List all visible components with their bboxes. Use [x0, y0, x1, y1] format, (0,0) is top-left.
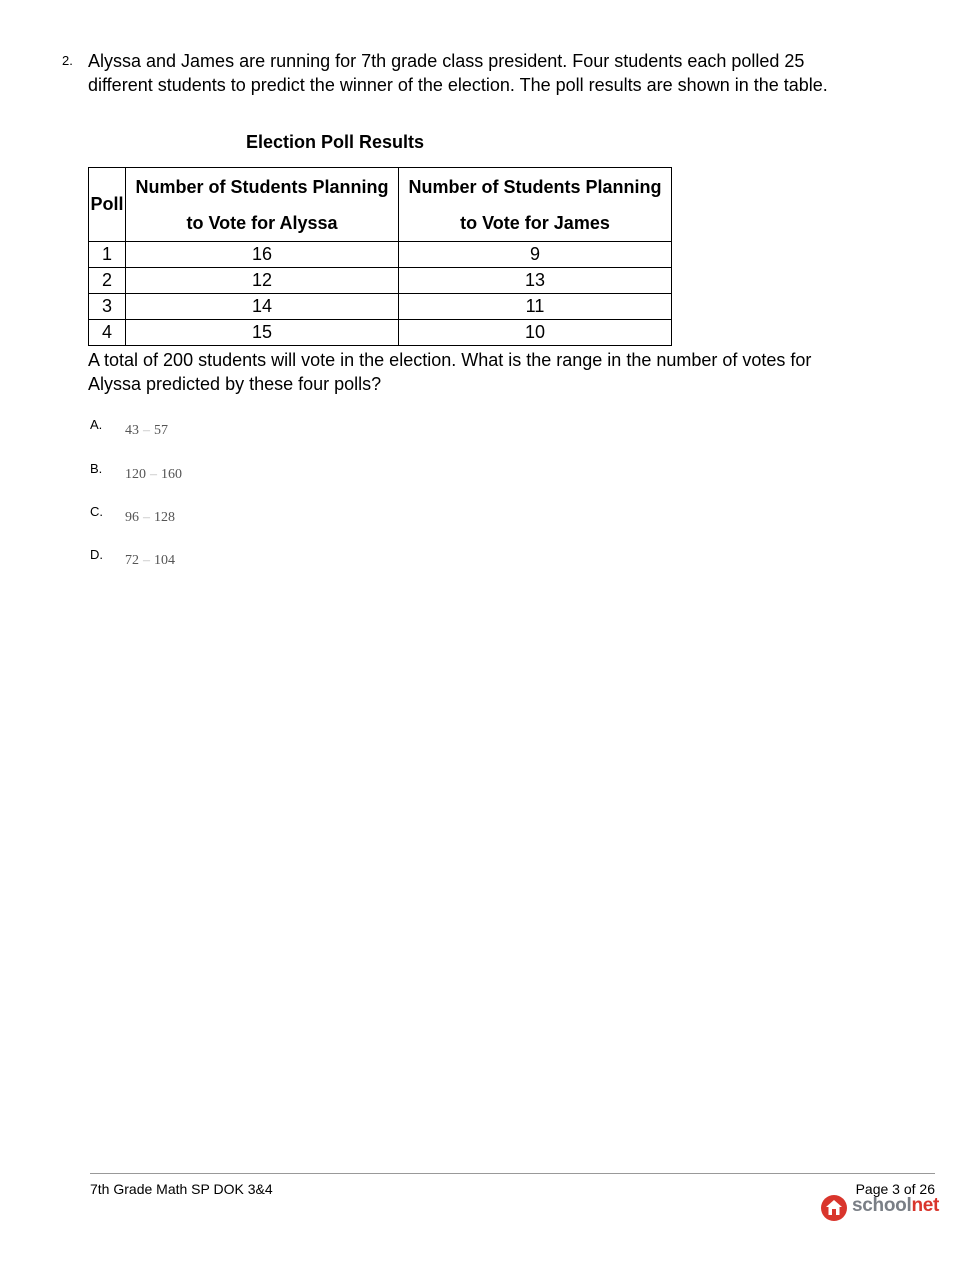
cell-james: 10 — [399, 320, 672, 346]
choice-answer — [125, 467, 182, 483]
answer-low: 72 — [125, 553, 139, 568]
choice-letter: B. — [90, 461, 103, 476]
header-james-line2: to Vote for James — [460, 212, 610, 233]
logo-word-net: net — [911, 1195, 940, 1216]
choice-letter: C. — [90, 504, 103, 519]
cell-james: 11 — [399, 294, 672, 320]
header-james-line1: Number of Students Planning — [408, 176, 662, 197]
answer-dash: – — [143, 423, 150, 438]
schoolnet-logo — [820, 1194, 940, 1224]
header-james — [399, 168, 672, 242]
answer-high: 104 — [154, 553, 175, 568]
choice-letter: A. — [90, 417, 103, 432]
poll-results-table — [88, 167, 672, 346]
table-row — [89, 320, 672, 346]
cell-alyssa: 12 — [126, 268, 399, 294]
cell-poll: 1 — [89, 242, 126, 268]
logo-word-school: school — [852, 1195, 912, 1216]
answer-high: 128 — [154, 510, 175, 525]
cell-poll: 4 — [89, 320, 126, 346]
table-row — [89, 268, 672, 294]
logo-wordmark — [852, 1195, 939, 1217]
cell-alyssa: 16 — [126, 242, 399, 268]
header-poll: Poll — [89, 168, 126, 242]
answer-dash: – — [143, 510, 150, 525]
header-alyssa-line2: to Vote for Alyssa — [186, 212, 338, 233]
footer-page-number: Page 3 of 26 — [855, 1181, 935, 1197]
cell-poll: 3 — [89, 294, 126, 320]
answer-dash: – — [150, 467, 157, 482]
answer-dash: – — [143, 553, 150, 568]
question-stem: Alyssa and James are running for 7th grade class president. Four students each polled 25 different students to predict the winner of the election. The poll results are shown in the table. — [88, 51, 828, 95]
footer-test-title: 7th Grade Math SP DOK 3&4 — [90, 1181, 273, 1197]
choice-answer — [125, 553, 175, 569]
header-alyssa-line1: Number of Students Planning — [135, 176, 389, 197]
table-title: Election Poll Results — [246, 132, 425, 152]
answer-high: 57 — [154, 423, 168, 438]
table-row — [89, 242, 672, 268]
cell-james: 9 — [399, 242, 672, 268]
cell-poll: 2 — [89, 268, 126, 294]
cell-james: 13 — [399, 268, 672, 294]
answer-low: 43 — [125, 423, 139, 438]
cell-alyssa: 15 — [126, 320, 399, 346]
table-row — [89, 294, 672, 320]
answer-low: 120 — [125, 467, 146, 482]
table-header-row — [89, 168, 672, 242]
cell-alyssa: 14 — [126, 294, 399, 320]
footer-divider — [90, 1173, 935, 1174]
question-followup: A total of 200 students will vote in the election. What is the range in the number of votes for Alyssa predicted by these four polls? — [88, 350, 812, 394]
answer-high: 160 — [161, 467, 182, 482]
choice-letter: D. — [90, 547, 103, 562]
question-number: 2. — [62, 53, 73, 68]
answer-low: 96 — [125, 510, 139, 525]
choice-answer — [125, 423, 168, 439]
header-alyssa — [126, 168, 399, 242]
choice-answer — [125, 510, 175, 526]
house-icon — [820, 1194, 848, 1222]
